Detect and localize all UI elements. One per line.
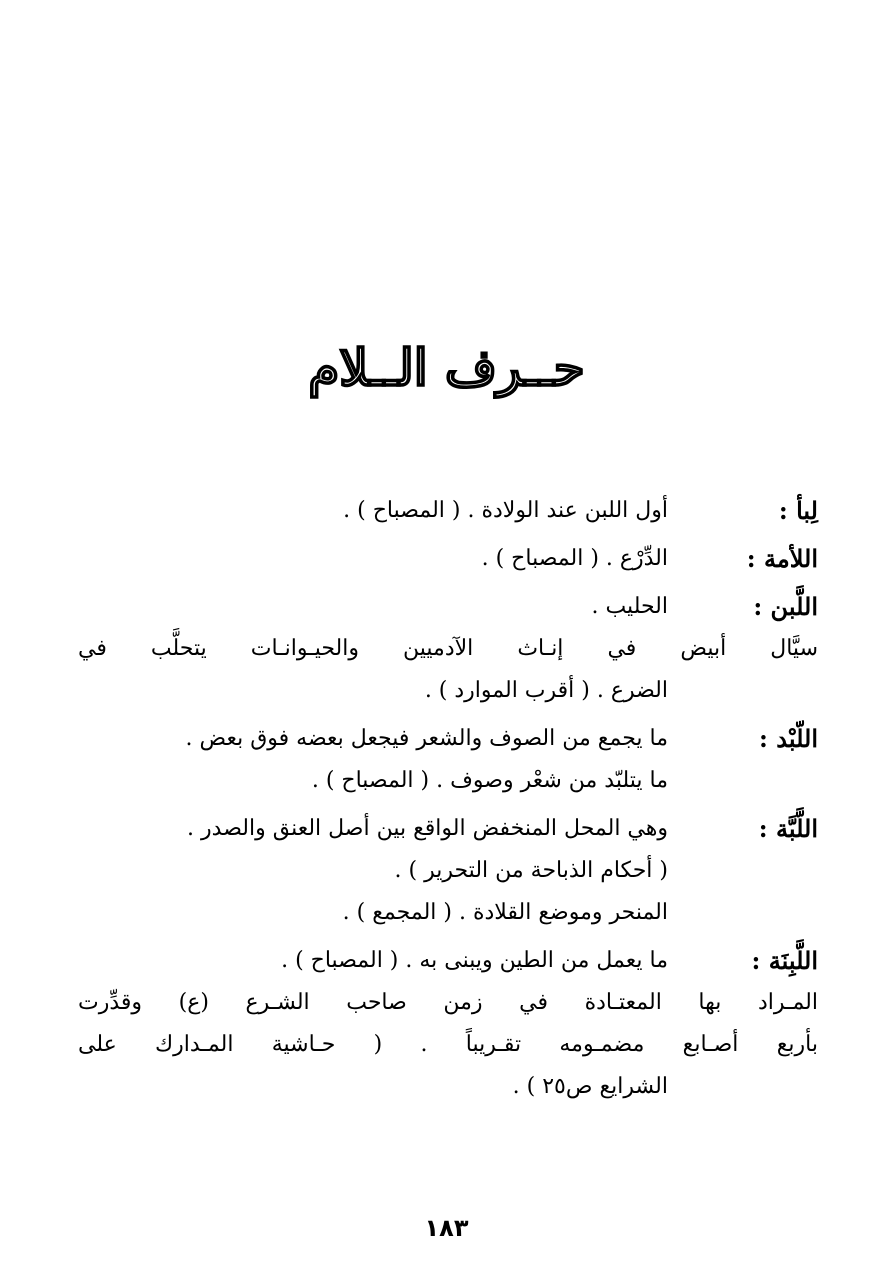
- entry-term: لِبأ :: [778, 496, 818, 525]
- entry-definition-line: سيَّال أبيض في إنـاث الآدميين والحيـوانـات يتحلَّب في: [78, 636, 818, 661]
- entry-definition-line: الشرايع ص٢٥ ) .: [512, 1074, 668, 1099]
- entry-term: اللأمة :: [746, 544, 818, 573]
- entry-term: اللَّبن :: [753, 592, 818, 621]
- entry-definition-line: الحليب .: [591, 594, 668, 619]
- entry-definition-line: ما يتلبّد من شعْر وصوف . ( المصباح ) .: [311, 768, 668, 793]
- entry-definition-line: أول اللبن عند الولادة . ( المصباح ) .: [343, 498, 668, 523]
- entry-definition-line: الدِّرْع . ( المصباح ) .: [481, 546, 668, 571]
- entry-term: اللَّبَّة :: [758, 814, 818, 843]
- glossary-entry: [78, 538, 818, 580]
- entry-definition-line: المنحر وموضع القلادة . ( المجمع ) .: [342, 900, 668, 925]
- entry-term: اللَّبِنَة :: [751, 946, 818, 975]
- entry-definition-line: المـراد بها المعتـادة في زمن صاحب الشـرع (ع) وقدِّرت: [78, 990, 818, 1015]
- glossary-entry: [78, 808, 818, 934]
- page-number: ١٨٣: [424, 1214, 469, 1242]
- glossary-entry: [78, 940, 818, 982]
- entry-definition-line: وهي المحل المنخفض الواقع بين أصل العنق والصدر .: [187, 816, 668, 841]
- chapter-title-text: حــرف الــلام: [308, 338, 585, 397]
- chapter-title: [0, 338, 893, 397]
- glossary-entries: [78, 490, 818, 1108]
- glossary-entry: [78, 718, 818, 802]
- entry-definition-line: ما يعمل من الطين ويبنى به . ( المصباح ) .: [281, 948, 668, 973]
- entry-definition-line: الضرع . ( أقرب الموارد ) .: [424, 678, 668, 703]
- entry-definition-line: ما يجمع من الصوف والشعر فيجعل بعضه فوق بعض .: [185, 726, 668, 751]
- entry-definition-line: بأربع أصـابع مضمـومه تقـريباً . ( حـاشية المـدارك على: [78, 1032, 818, 1057]
- glossary-entry: [78, 586, 818, 628]
- entry-term: اللّبْد :: [759, 724, 818, 753]
- glossary-entry: [78, 490, 818, 532]
- entry-definition-line: ( أحكام الذباحة من التحرير ) .: [394, 858, 668, 883]
